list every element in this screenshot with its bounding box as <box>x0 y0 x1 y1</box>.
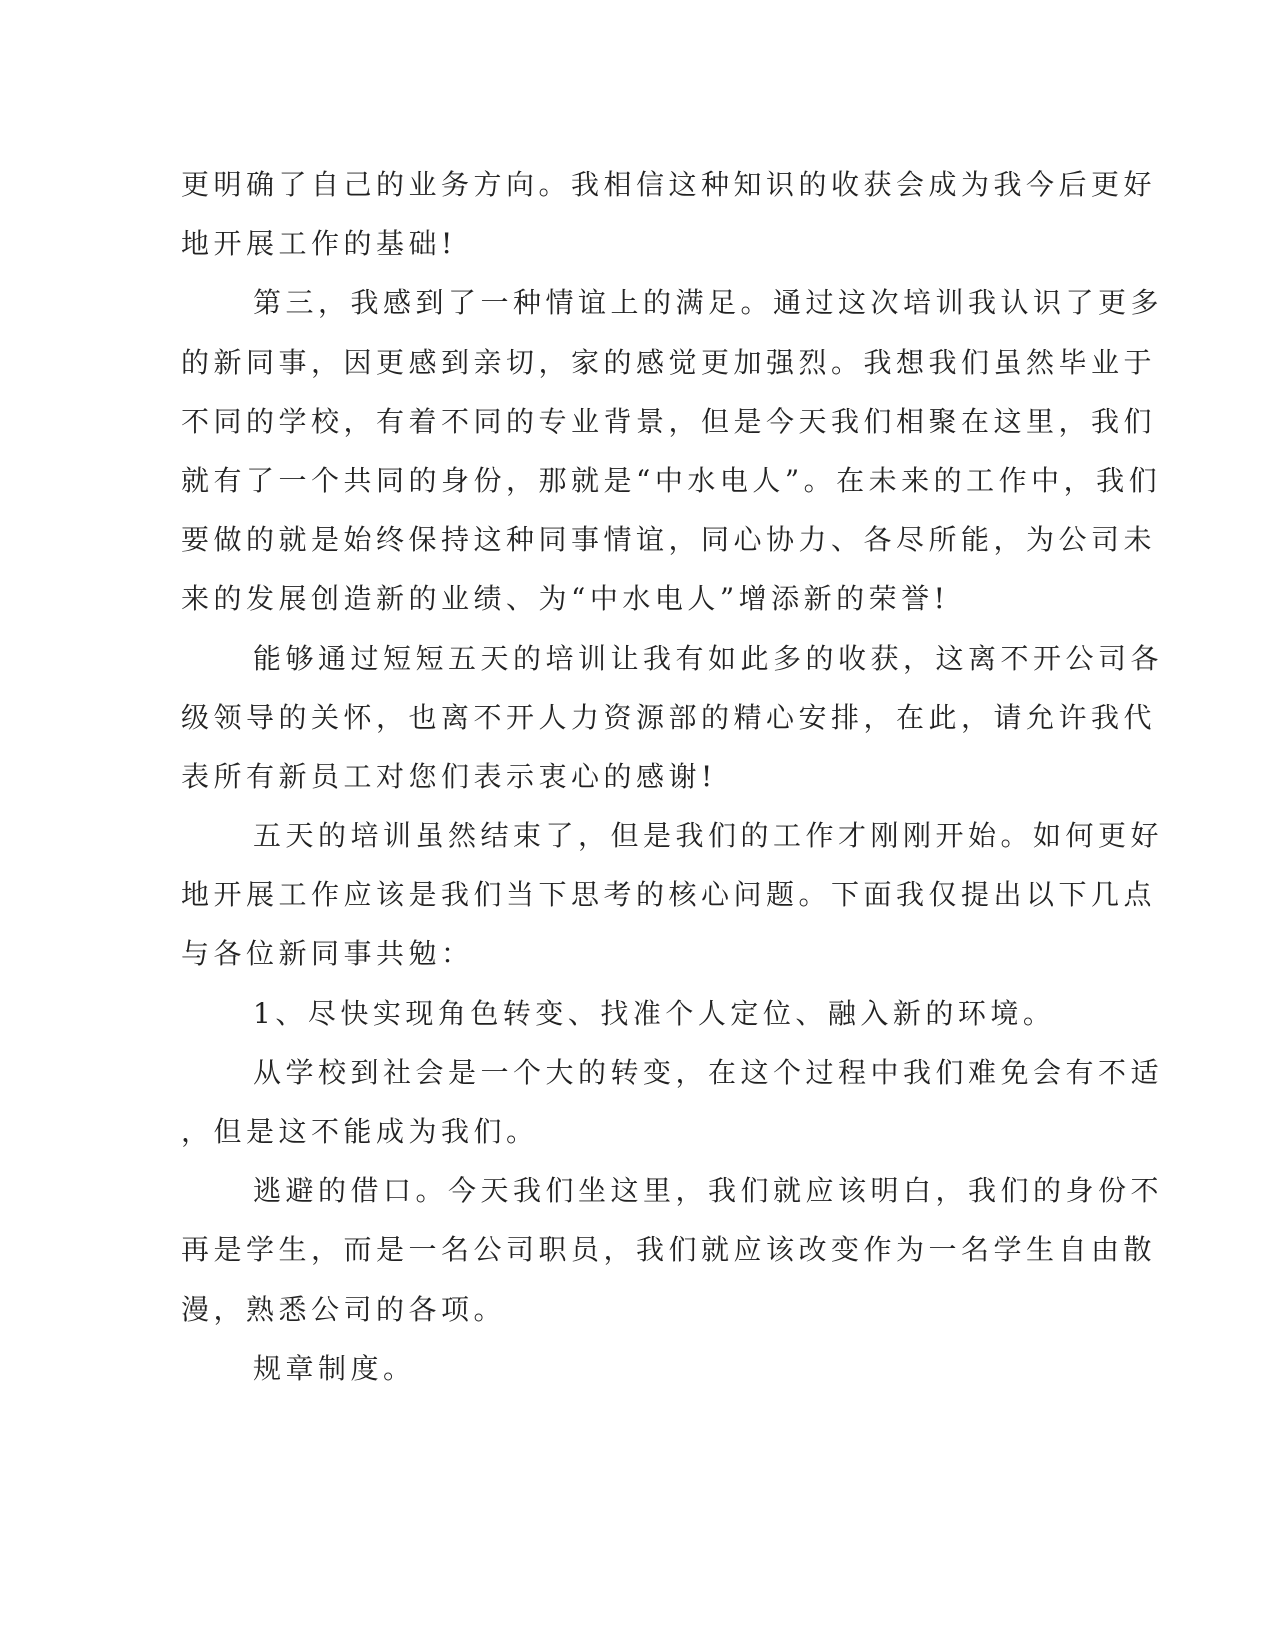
paragraph-start-line: 逃避的借口。今天我们坐这里，我们就应该明白，我们的身份不 <box>253 1174 1164 1208</box>
text-line: 与各位新同事共勉： <box>181 937 474 971</box>
text-line: 再是学生，而是一名公司职员，我们就应该改变作为一名学生自由散 <box>181 1233 1157 1267</box>
paragraph-start-line: 规章制度。 <box>253 1351 416 1385</box>
text-line: 来的发展创造新的业绩、为“中水电人”增添新的荣誉! <box>181 582 950 616</box>
text-line: 地开展工作的基础! <box>181 227 457 261</box>
text-line: 漫，熟悉公司的各项。 <box>181 1292 507 1326</box>
text-line: 表所有新员工对您们表示衷心的感谢! <box>181 759 717 793</box>
text-line: 就有了一个共同的身份，那就是“中水电人”。在未来的工作中，我们 <box>181 463 1162 497</box>
text-line: 地开展工作应该是我们当下思考的核心问题。下面我仅提出以下几点 <box>181 878 1157 912</box>
text-line: 的新同事，因更感到亲切，家的感觉更加强烈。我想我们虽然毕业于 <box>181 345 1157 379</box>
document-body <box>181 155 1164 1398</box>
text-line: ，但是这不能成为我们。 <box>181 1115 539 1148</box>
text-line: 更明确了自己的业务方向。我相信这种知识的收获会成为我今后更好 <box>181 168 1157 201</box>
text-line: 要做的就是始终保持这种同事情谊，同心协力、各尽所能，为公司未 <box>181 523 1157 557</box>
text-line: 级领导的关怀，也离不开人力资源部的精心安排，在此，请允许我代 <box>181 700 1157 734</box>
paragraph-start-line: 能够通过短短五天的培训让我有如此多的收获，这离不开公司各 <box>253 641 1164 675</box>
paragraph-start-line: 五天的培训虽然结束了，但是我们的工作才刚刚开始。如何更好 <box>253 819 1164 853</box>
paragraph-start-line: 第三，我感到了一种情谊上的满足。通过这次培训我认识了更多 <box>253 286 1164 320</box>
paragraph-start-line: 从学校到社会是一个大的转变，在这个过程中我们难免会有不适 <box>253 1055 1164 1089</box>
text-line: 不同的学校，有着不同的专业背景，但是今天我们相聚在这里，我们 <box>181 404 1157 438</box>
list-item-heading: 1、尽快实现角色转变、找准个人定位、融入新的环境。 <box>253 996 1056 1030</box>
